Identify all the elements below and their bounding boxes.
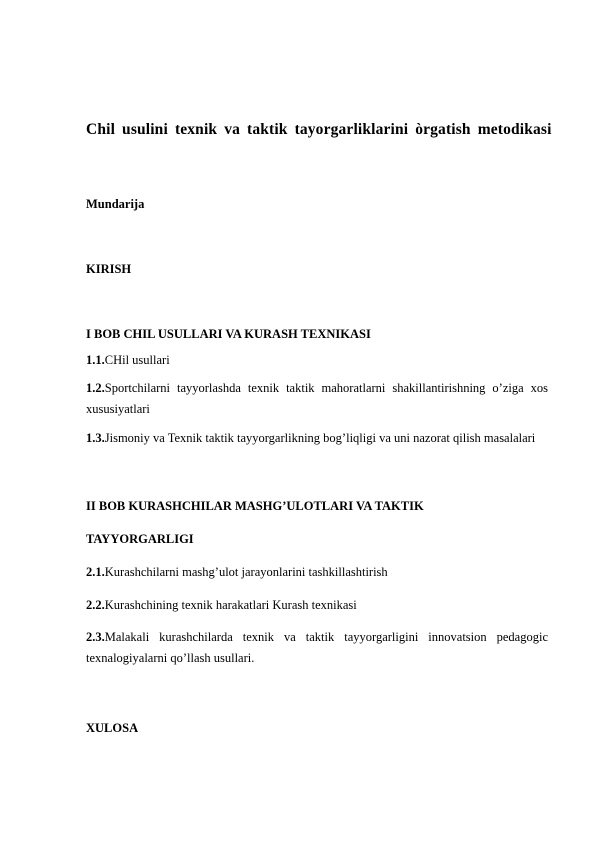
toc-item-number: 2.3. bbox=[86, 630, 105, 644]
toc-item-1-2 bbox=[86, 378, 548, 420]
toc-item-2-2 bbox=[86, 595, 548, 616]
toc-item-number: 1.3. bbox=[86, 431, 105, 445]
toc-item-2-3 bbox=[86, 627, 548, 669]
toc-item-1-1 bbox=[86, 350, 548, 371]
toc-item-number: 2.1. bbox=[86, 565, 105, 579]
toc-item-number: 1.2. bbox=[86, 381, 105, 395]
chapter1-heading: I BOB CHIL USULLARI VA KURASH TEXNIKASI bbox=[86, 327, 371, 341]
toc-item-text: Jismoniy va Texnik taktik tayyorgarlikning bog’liqligi va uni nazorat qilish masalalari bbox=[104, 431, 536, 445]
toc-item-text: Kurashchining texnik harakatlari Kurash texnikasi bbox=[104, 598, 357, 612]
intro-heading: KIRISH bbox=[86, 262, 132, 276]
chapter2-heading-line1: II BOB KURASHCHILAR MASHG’ULOTLARI VA TAKTIK bbox=[86, 499, 424, 513]
toc-item-text: Sportchilarni tayyorlashda texnik taktik mahoratlarni shakillantirishning o’ziga xos xususiyatlari bbox=[86, 381, 548, 416]
chapter2-heading-line2: TAYYORGARLIGI bbox=[86, 532, 194, 546]
toc-item-text: CHil usullari bbox=[104, 353, 170, 367]
toc-item-1-3 bbox=[86, 428, 548, 449]
contents-heading: Mundarija bbox=[86, 197, 145, 211]
conclusion-heading: XULOSA bbox=[86, 721, 139, 735]
toc-item-number: 1.1. bbox=[86, 353, 105, 367]
toc-item-2-1 bbox=[86, 562, 548, 583]
toc-item-text: Malakali kurashchilarda texnik va taktik tayyorgarligini innovatsion pedagogic texnalogiyalarni qo’llash usullari. bbox=[86, 630, 548, 665]
toc-item-number: 2.2. bbox=[86, 598, 105, 612]
document-title: Chil usulini texnik va taktik tayorgarliklarini òrgatish metodikasi bbox=[86, 121, 552, 138]
toc-item-text: Kurashchilarni mashg’ulot jarayonlarini tashkillashtirish bbox=[104, 565, 388, 579]
